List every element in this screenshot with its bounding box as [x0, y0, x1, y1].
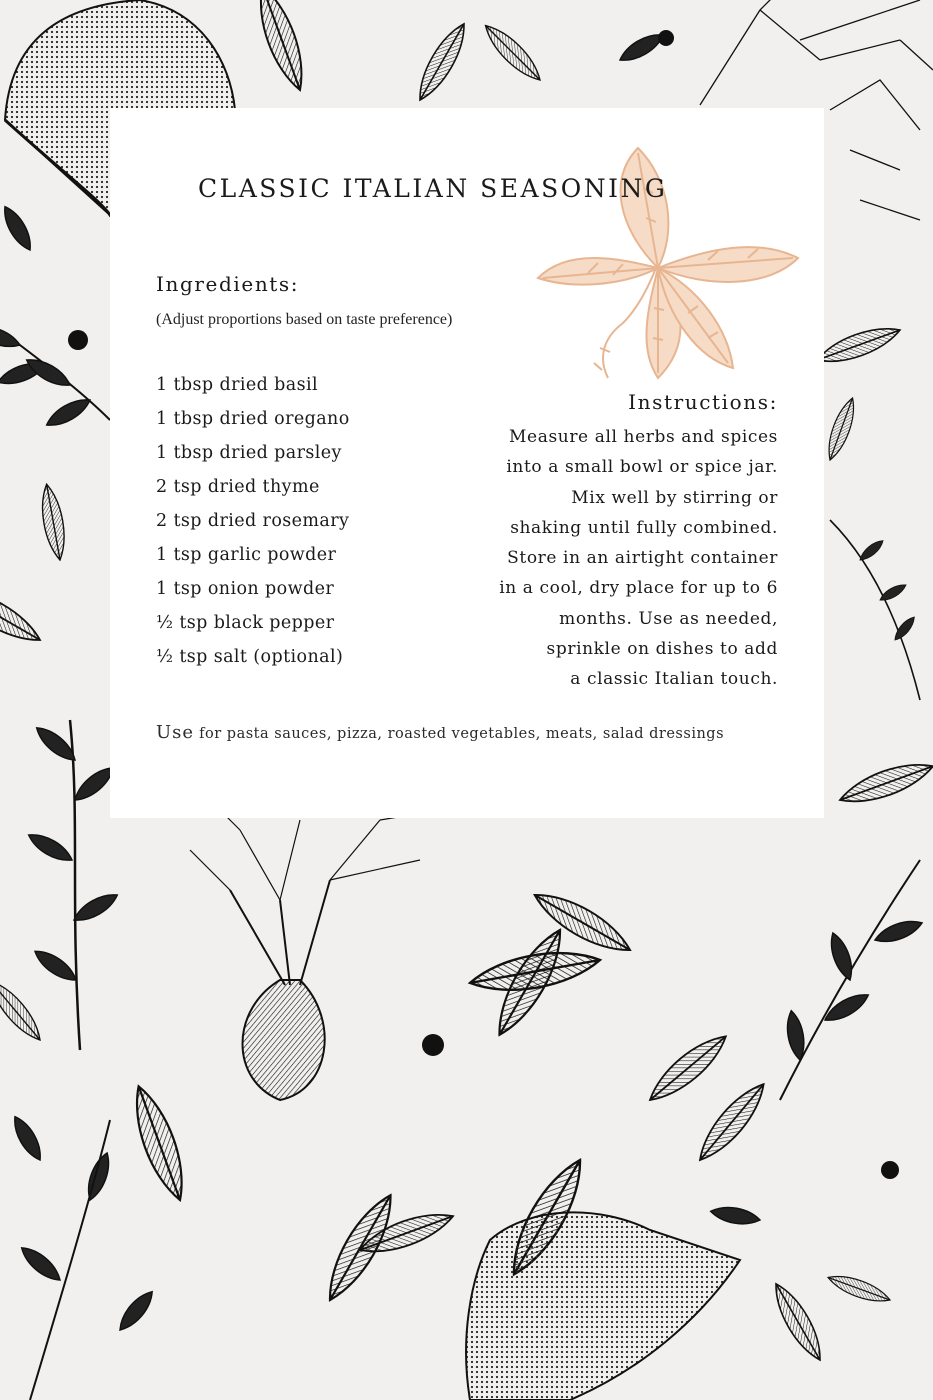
- ingredient-item: ½ tsp black pepper: [156, 613, 335, 633]
- usage-text: for pasta sauces, pizza, roasted vegetables, meats, salad dressings: [194, 726, 725, 742]
- ingredients-heading: Ingredients:: [156, 272, 300, 296]
- recipe-card: [110, 108, 824, 818]
- instructions-line: months. Use as needed,: [559, 608, 778, 629]
- ingredient-item: 1 tsp onion powder: [156, 579, 335, 599]
- instructions-line: Store in an airtight container: [507, 548, 778, 569]
- instructions-text: [418, 422, 778, 695]
- instructions-line: shaking until fully combined.: [510, 517, 778, 538]
- ingredient-item: 1 tsp garlic powder: [156, 545, 337, 565]
- usage-lead: Use: [156, 722, 195, 743]
- ingredient-item: ½ tsp salt (optional): [156, 647, 344, 667]
- ingredients-note: (Adjust proportions based on taste preference): [156, 311, 453, 328]
- ingredient-item: 1 tbsp dried parsley: [156, 443, 342, 463]
- ingredient-item: 2 tsp dried thyme: [156, 477, 320, 497]
- instructions-line: sprinkle on dishes to add: [546, 639, 778, 660]
- instructions-line: a classic Italian touch.: [570, 669, 778, 690]
- instructions-heading: Instructions:: [628, 390, 778, 414]
- cheese-icon: [466, 1212, 740, 1400]
- ingredient-item: 2 tsp dried rosemary: [156, 511, 350, 531]
- ingredients-list: [156, 372, 350, 678]
- herb-leaf-icon: [9, 1113, 158, 1400]
- instructions-line: into a small bowl or spice jar.: [506, 457, 778, 478]
- instructions-line: Mix well by stirring or: [571, 487, 778, 508]
- herb-leaf-icon: [250, 0, 667, 105]
- instructions-line: Measure all herbs and spices: [509, 427, 778, 447]
- ingredient-item: 1 tbsp dried basil: [156, 375, 318, 395]
- ingredient-item: 1 tbsp dried oregano: [156, 409, 350, 429]
- herb-leaf-icon: [814, 320, 933, 812]
- usage-note: [156, 722, 724, 743]
- recipe-title: CLASSIC ITALIAN SEASONING: [198, 174, 668, 203]
- instructions-line: in a cool, dry place for up to 6: [499, 578, 778, 599]
- rosemary-sprig-icon: [0, 203, 110, 651]
- herb-leaf-icon: [0, 720, 121, 1050]
- garlic-bulb-icon: [230, 880, 330, 1100]
